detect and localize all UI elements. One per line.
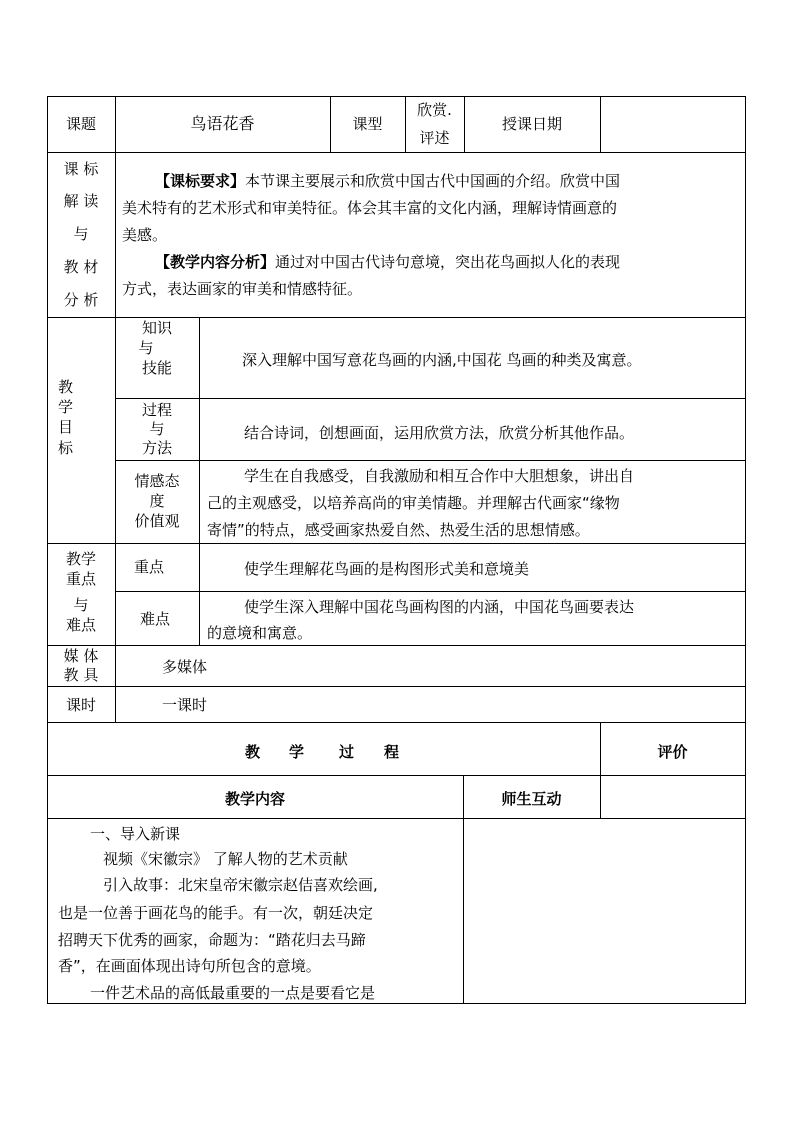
key-label: 重点 [134,558,165,576]
goals-label-3: 目 [58,418,74,436]
media-label-1: 媒 体 [63,647,99,665]
analysis-line-1 [155,170,620,192]
knowledge-text: 深入理解中国写意花鸟画的内涵,中国花 鸟画的种类及寓意。 [242,351,642,369]
key-text: 使学生理解花鸟画的是构图形式美和意境美 [244,560,530,578]
content-line: 招聘天下优秀的画家，命题为：“踏花归去马蹄 [58,931,366,949]
process-heading-3: 过 [339,743,355,761]
lesson-title: 鸟语花香 [190,114,255,133]
col-divider [600,96,601,152]
type-value-line1: 欣赏. [417,101,452,119]
content-analysis-tag: 【教学内容分析】 [155,253,276,271]
table-border-top [47,96,746,97]
analysis-line-3: 美感。 [122,226,168,244]
standard-tag: 【课标要求】 [155,172,246,190]
media-value: 多媒体 [162,658,208,676]
col-divider [199,317,200,645]
row-divider [115,591,746,592]
row-divider [47,686,746,687]
title-label: 课题 [65,115,96,133]
content-line: 一、导入新课 [90,825,181,843]
emotion-text-2: 己的主观感受，以培养高尚的审美情趣。并理解古代画家“缘物 [207,494,620,512]
row-divider [47,818,746,819]
date-label: 授课日期 [501,115,562,133]
analysis-label-2: 解 读 [63,192,99,210]
media-label-2: 教 具 [63,666,99,684]
process-heading-1: 教 [245,743,261,761]
content-label: 教学内容 [224,790,285,808]
process-label-2: 与 [149,420,165,438]
analysis-label-4: 教 材 [63,258,99,276]
goals-label-2: 学 [58,398,74,416]
analysis-line-4 [155,251,620,273]
table-border-right [745,96,746,1004]
process-label-3: 方法 [141,439,172,457]
content-line: 也是一位善于画花鸟的能手。有一次，朝廷决定 [58,904,374,922]
row-divider [47,645,746,646]
knowledge-label-3: 技能 [141,359,172,377]
hours-value: 一课时 [162,696,208,714]
process-label-1: 过程 [141,401,172,419]
analysis-label-1: 课 标 [63,160,99,178]
keypoints-label-1: 教学 [65,550,96,568]
emotion-label-1: 情感态 [134,472,180,490]
type-value-line2: 评述 [419,129,450,147]
analysis-label-5: 分 析 [63,291,99,309]
emotion-text-3: 寄情”的特点，感受画家热爱自然、热爱生活的思想情感。 [207,521,590,539]
standard-text-1: 本节课主要展示和欣赏中国古代中国画的介绍。欣赏中国 [245,172,621,190]
keypoints-label-4: 难点 [65,616,96,634]
goals-label-1: 教 [58,378,74,396]
goals-label-4: 标 [58,439,74,457]
row-divider [47,152,746,153]
process-heading-2: 学 [289,743,305,761]
analysis-label-3: 与 [73,225,89,243]
analysis-line-5: 方式，表达画家的审美和情感特征。 [122,280,363,298]
col-divider [600,722,601,818]
difficulty-text-2: 的意境和寓意。 [207,624,313,642]
emotion-label-3: 价值观 [134,512,180,530]
hours-label: 课时 [65,696,96,714]
process-text: 结合诗词，创想画面，运用欣赏方法，欣赏分析其他作品。 [244,424,635,442]
content-line: 香”，在画面体现出诗句所包含的意境。 [58,957,321,975]
row-divider [115,460,746,461]
emotion-label-2: 度 [149,492,165,510]
knowledge-label-2: 与 [138,339,154,357]
row-divider [47,543,746,544]
analysis-line-2: 美术特有的艺术形式和审美特征。体会其丰富的文化内涵，理解诗情画意的 [122,199,618,217]
keypoints-label-2: 重点 [65,570,96,588]
content-line: 引入故事：北宋皇帝宋徽宗赵佶喜欢绘画, [103,876,378,894]
evaluation-label: 评价 [657,743,688,761]
row-divider [47,722,746,723]
process-heading-4: 程 [384,743,400,761]
keypoints-label-3: 与 [73,596,89,614]
type-label: 课型 [352,115,383,133]
content-analysis-text-1: 通过对中国古代诗句意境，突出花鸟画拟人化的表现 [275,253,621,271]
difficulty-label: 难点 [140,610,171,628]
content-line: 视频《宋徽宗》 了解人物的艺术贡献 [103,850,348,868]
knowledge-label-1: 知识 [141,319,172,337]
row-divider [115,398,746,399]
row-divider [47,775,746,776]
interaction-label: 师生互动 [501,790,562,808]
emotion-text-1: 学生在自我感受，自我激励和相互合作中大胆想象，讲出自 [244,467,635,485]
difficulty-text-1: 使学生深入理解中国花鸟画构图的内涵，中国花鸟画要表达 [244,598,635,616]
content-line: 一件艺术品的高低最重要的一点是要看它是 [90,984,376,1002]
